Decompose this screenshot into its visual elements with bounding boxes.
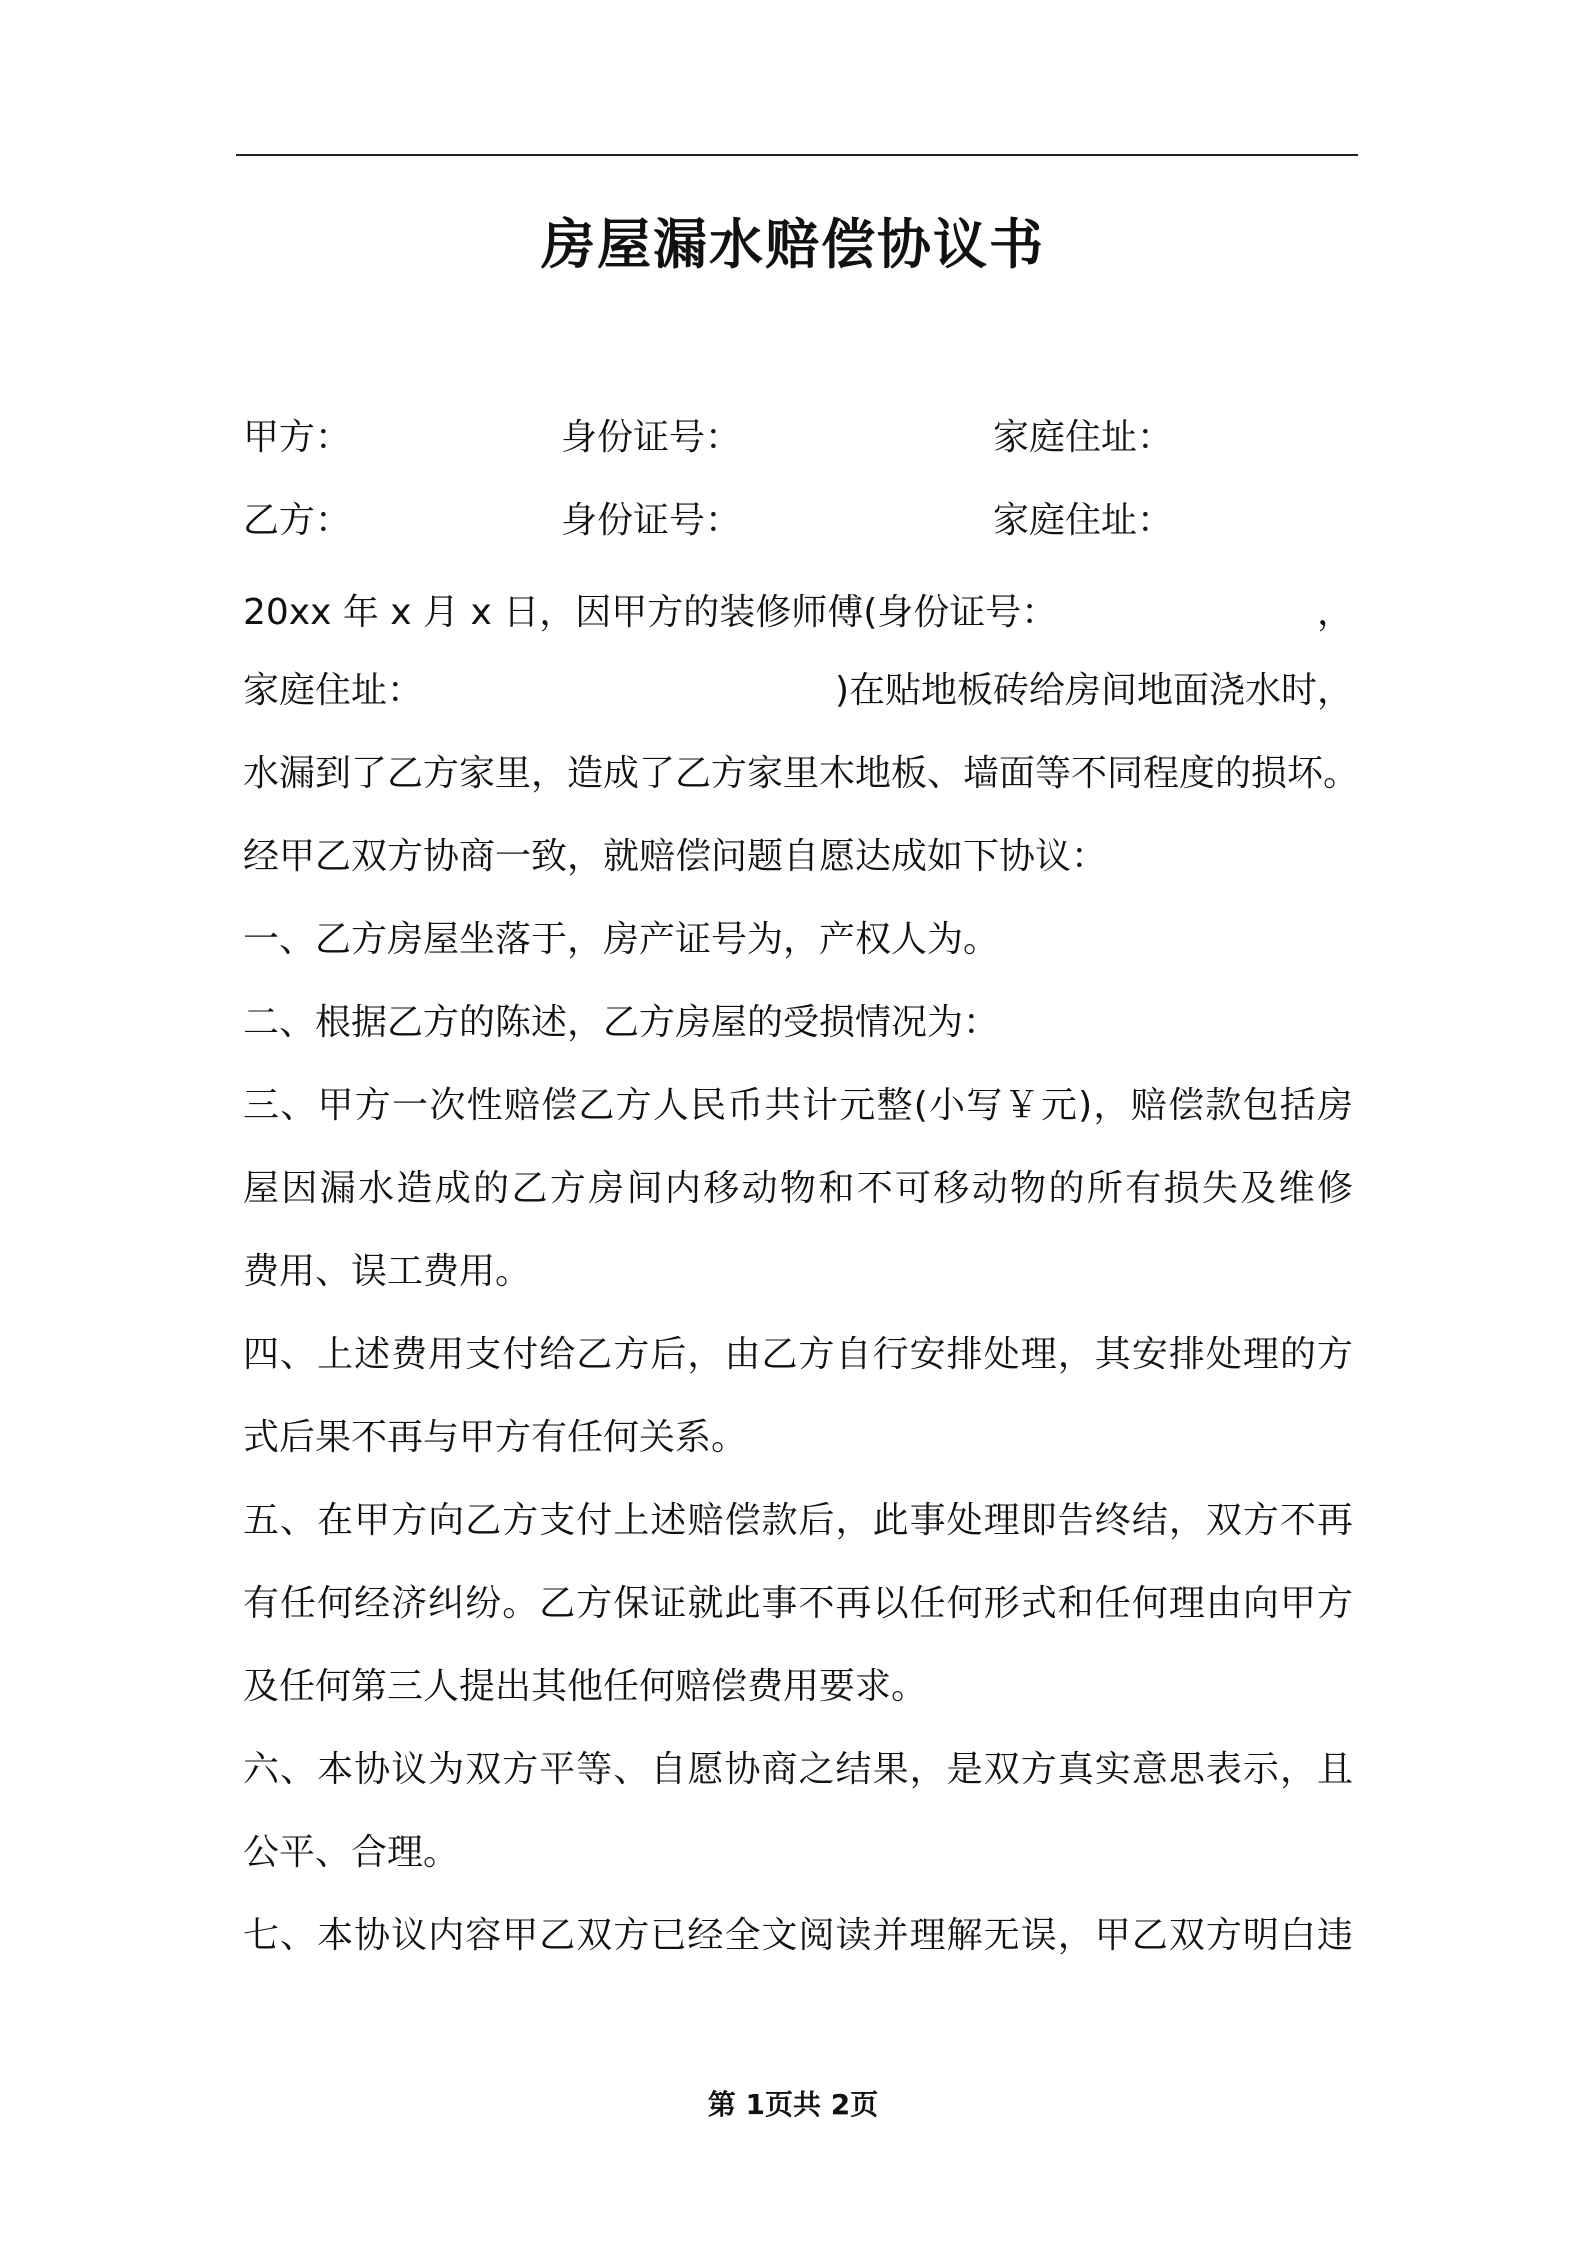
party-a-id-label: 身份证号：: [561, 417, 742, 458]
party-a-address-label: 家庭住址：: [993, 417, 1174, 458]
party-a-label: 甲方：: [243, 417, 352, 458]
clause-6-line-1: 六、本协议为双方平等、自愿协商之结果，是双方真实意思表示，且: [243, 1749, 1353, 1790]
body-line-4: 经甲乙双方协商一致，就赔偿问题自愿达成如下协议：: [243, 836, 1108, 877]
body-line-2: [243, 661, 1353, 721]
body-line-1: [243, 583, 1353, 643]
body-line-2-text: )在贴地板砖给房间地面浇水时，: [834, 670, 1353, 711]
clause-4-line-1: 四、上述费用支付给乙方后，由乙方自行安排处理，其安排处理的方: [243, 1334, 1353, 1375]
clause-5-line-1: 五、在甲方向乙方支付上述赔偿款后，此事处理即告终结，双方不再: [243, 1500, 1353, 1541]
clause-3-line-3: 费用、误工费用。: [243, 1251, 532, 1292]
body-line-2-address-label: 家庭住址：: [243, 670, 424, 711]
clause-2: 二、根据乙方的陈述，乙方房屋的受损情况为：: [243, 1002, 1000, 1043]
clause-7-line-1: 七、本协议内容甲乙双方已经全文阅读并理解无误，甲乙双方明白违: [243, 1915, 1353, 1956]
clause-5-line-2: 有任何经济纠纷。乙方保证就此事不再以任何形式和任何理由向甲方: [243, 1583, 1353, 1624]
party-b-row: [243, 491, 1363, 551]
header-rule: [236, 154, 1358, 156]
clause-1: 一、乙方房屋坐落于，房产证号为，产权人为。: [243, 919, 1000, 960]
party-b-label: 乙方：: [243, 500, 352, 541]
clause-3-line-1: 三、甲方一次性赔偿乙方人民币共计元整(小写￥元)，赔偿款包括房: [243, 1085, 1353, 1126]
party-b-id-label: 身份证号：: [561, 500, 742, 541]
party-a-row: [243, 408, 1363, 468]
clause-4-line-2: 式后果不再与甲方有任何关系。: [243, 1417, 748, 1458]
document-title: 房屋漏水赔偿协议书: [541, 213, 1045, 276]
body-line-1-text: 20xx 年 x 月 x 日，因甲方的装修师傅(身份证号：: [243, 592, 1058, 633]
party-b-address-label: 家庭住址：: [993, 500, 1174, 541]
clause-3-line-2: 屋因漏水造成的乙方房间内移动物和不可移动物的所有损失及维修: [243, 1168, 1353, 1209]
body-line-1-comma: ，: [1316, 592, 1353, 633]
clause-6-line-2: 公平、合理。: [243, 1832, 460, 1873]
body-line-3: 水漏到了乙方家里，造成了乙方家里木地板、墙面等不同程度的损坏。: [243, 753, 1360, 794]
clause-5-line-3: 及任何第三人提出其他任何赔偿费用要求。: [243, 1666, 928, 1707]
page-number: 第 1页共 2页: [707, 2088, 879, 2121]
